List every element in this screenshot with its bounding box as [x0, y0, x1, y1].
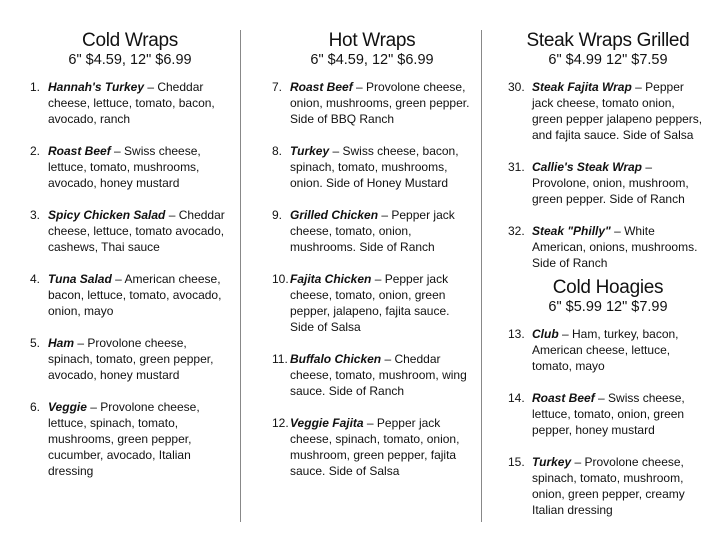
- menu-item: [272, 143, 472, 191]
- item-description: – Pepper jack cheese, spinach, tomato, onion, mushroom, green pepper, fajita sauce. Side of Salsa: [290, 416, 460, 478]
- item-name: Callie's Steak Wrap: [532, 160, 643, 174]
- item-description: – Pepper jack cheese, tomato, onion, mushrooms. Side of Ranch: [290, 208, 455, 254]
- item-number: 7.: [272, 80, 283, 94]
- item-name: Turkey: [290, 144, 330, 158]
- item-description: – Provolone cheese, lettuce, spinach, tomato, mushrooms, green pepper, cucumber, avocado, Italian dressing: [48, 400, 200, 478]
- item-description: – Provolone, onion, mushroom, green pepper. Side of Ranch: [532, 160, 689, 206]
- menu-item: [272, 271, 472, 335]
- cold-hoagies-section: [508, 277, 708, 518]
- item-description: – Swiss cheese, lettuce, tomato, onion, green pepper, honey mustard: [532, 391, 685, 437]
- menu-item: [30, 207, 230, 255]
- item-name: Roast Beef: [532, 391, 595, 405]
- item-description: – Ham, turkey, bacon, American cheese, lettuce, tomato, mayo: [532, 327, 679, 373]
- item-description: – Cheddar cheese, lettuce, tomato, bacon, avocado, ranch: [48, 80, 215, 126]
- item-number: 14.: [508, 391, 525, 405]
- menu-item: [30, 399, 230, 479]
- item-name: Grilled Chicken: [290, 208, 379, 222]
- item-number: 10.: [272, 272, 289, 286]
- item-number: 8.: [272, 144, 283, 158]
- item-name: Veggie Fajita: [290, 416, 364, 430]
- item-number: 3.: [30, 208, 41, 222]
- item-name: Hannah's Turkey: [48, 80, 144, 94]
- menu-item: [30, 271, 230, 319]
- item-name: Spicy Chicken Salad: [48, 208, 166, 222]
- section-price: 6" $4.59, 12" $6.99: [310, 52, 434, 68]
- section-title: Cold Hoagies: [552, 277, 664, 298]
- menu-item: [272, 207, 472, 255]
- menu-item: [508, 223, 708, 271]
- item-description: – Pepper jack cheese, tomato, onion, green pepper, jalapeno, fajita sauce. Side of Salsa: [290, 272, 450, 334]
- item-number: 6.: [30, 400, 41, 414]
- menu-item: [272, 79, 472, 127]
- item-number: 12.: [272, 416, 289, 430]
- section-price: 6" $5.99 12" $7.99: [548, 299, 668, 315]
- cold-wraps-section: [30, 30, 230, 495]
- menu-item: [30, 143, 230, 191]
- item-description: – Swiss cheese, lettuce, tomato, mushrooms, avocado, honey mustard: [48, 144, 201, 190]
- steak-wraps-section: [508, 30, 708, 534]
- section-price: 6" $4.59, 12" $6.99: [68, 52, 192, 68]
- section-title: Hot Wraps: [328, 30, 416, 51]
- menu-item: [508, 390, 708, 438]
- item-name: Roast Beef: [48, 144, 111, 158]
- item-number: 31.: [508, 160, 525, 174]
- item-name: Club: [532, 327, 559, 341]
- item-number: 4.: [30, 272, 41, 286]
- item-description: – Pepper jack cheese, tomato onion, green pepper jalapeno peppers, and fajita sauce. Side of Salsa: [532, 80, 703, 142]
- menu-item: [508, 159, 708, 207]
- item-number: 13.: [508, 327, 525, 341]
- item-name: Roast Beef: [290, 80, 353, 94]
- item-name: Steak Fajita Wrap: [532, 80, 632, 94]
- item-description: – American cheese, bacon, lettuce, tomato, avocado, onion, mayo: [48, 272, 222, 318]
- column-divider: [240, 30, 241, 522]
- menu-item: [272, 351, 472, 399]
- item-name: Fajita Chicken: [290, 272, 372, 286]
- menu-item: [508, 79, 708, 143]
- item-description: – Provolone cheese, spinach, tomato, green pepper, avocado, honey mustard: [48, 336, 214, 382]
- item-number: 5.: [30, 336, 41, 350]
- item-description: – Provolone cheese, spinach, tomato, mushroom, onion, green pepper, creamy Italian dressing: [532, 455, 685, 517]
- item-name: Buffalo Chicken: [290, 352, 382, 366]
- hot-wraps-section: [272, 30, 472, 495]
- item-description: – Swiss cheese, bacon, spinach, tomato, mushrooms, onion. Side of Honey Mustard: [290, 144, 459, 190]
- item-name: Veggie: [48, 400, 87, 414]
- column-divider: [481, 30, 482, 522]
- menu-item: [508, 454, 708, 518]
- menu-item: [272, 415, 472, 479]
- menu-list: [30, 79, 230, 479]
- item-name: Ham: [48, 336, 75, 350]
- item-description: – Cheddar cheese, tomato, mushroom, wing sauce. Side of Ranch: [290, 352, 467, 398]
- section-title: Steak Wraps Grilled: [526, 30, 690, 51]
- item-number: 1.: [30, 80, 41, 94]
- menu-item: [508, 326, 708, 374]
- item-description: – Cheddar cheese, lettuce, tomato avocado, cashews, Thai sauce: [48, 208, 225, 254]
- item-number: 11.: [272, 352, 288, 366]
- item-description: – White American, onions, mushrooms. Side of Ranch: [532, 224, 698, 270]
- section-title: Cold Wraps: [82, 30, 178, 51]
- item-number: 30.: [508, 80, 525, 94]
- item-number: 2.: [30, 144, 41, 158]
- item-number: 15.: [508, 455, 525, 469]
- item-number: 32.: [508, 224, 525, 238]
- menu-list: [508, 326, 708, 518]
- menu-list: [508, 79, 708, 271]
- item-number: 9.: [272, 208, 283, 222]
- item-name: Steak "Philly": [532, 224, 611, 238]
- section-price: 6" $4.99 12" $7.59: [548, 52, 668, 68]
- item-name: Turkey: [532, 455, 572, 469]
- item-description: – Provolone cheese, onion, mushrooms, green pepper. Side of BBQ Ranch: [290, 80, 470, 126]
- menu-item: [30, 79, 230, 127]
- menu-list: [272, 79, 472, 479]
- menu-item: [30, 335, 230, 383]
- item-name: Tuna Salad: [48, 272, 112, 286]
